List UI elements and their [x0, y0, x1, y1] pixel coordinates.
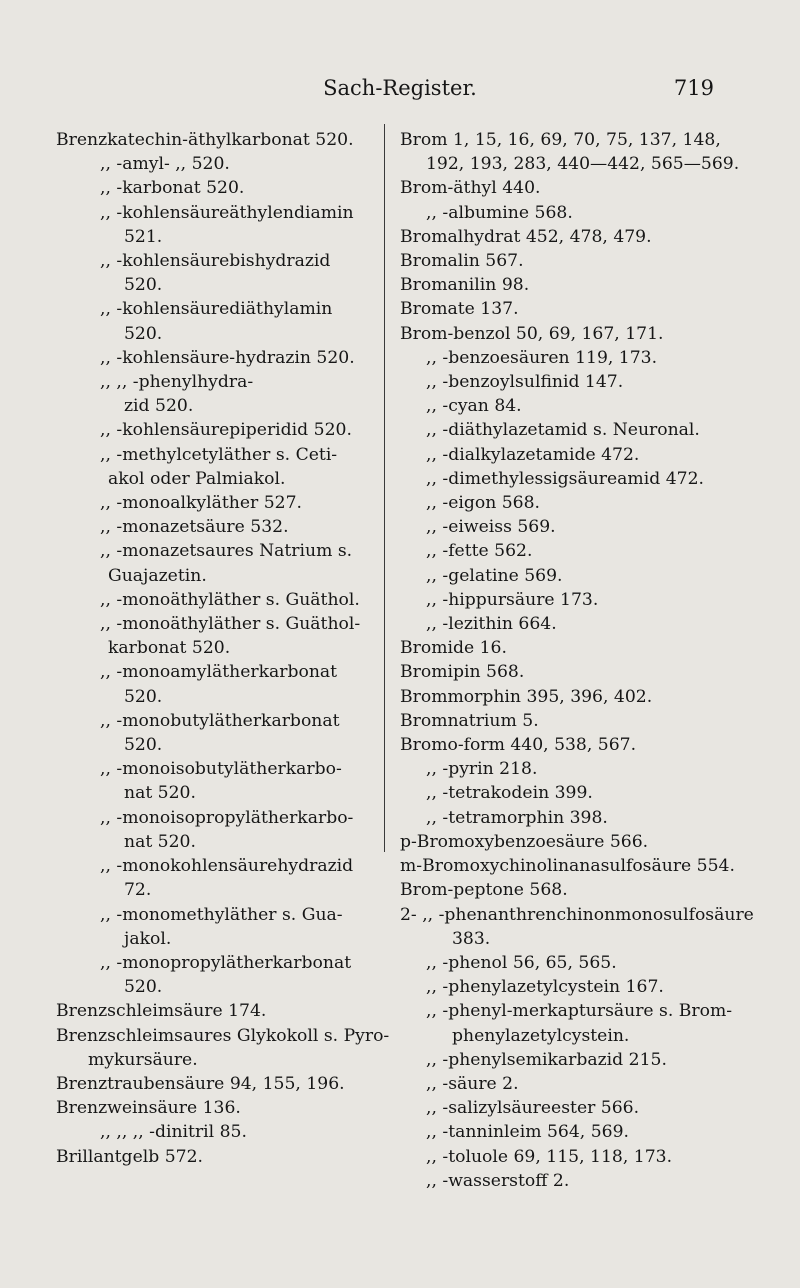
index-entry-line: Brenzweinsäure 136. — [56, 1098, 241, 1119]
index-entry-line: phenylazetylcystein. — [452, 1025, 630, 1046]
index-entry-line: Brom-äthyl 440. — [400, 178, 541, 199]
index-entry-line: ,, -monomethyläther s. Gua- — [100, 904, 343, 925]
index-entry-line: 521. — [124, 226, 163, 247]
index-entry-line: 2- ,, -phenanthrenchinonmonosulfosäure — [400, 904, 754, 925]
index-entry-line: Bromalhydrat 452, 478, 479. — [400, 226, 652, 247]
index-entry-line: ,, -phenol 56, 65, 565. — [426, 952, 617, 973]
index-entry-line: 72. — [124, 880, 152, 901]
index-entry-line: ,, -monobutylätherkarbonat — [100, 710, 340, 731]
index-entry-line: ,, -tetramorphin 398. — [426, 807, 608, 828]
index-entry-line: ,, ,, ,, -dinitril 85. — [100, 1122, 247, 1143]
index-entry-line: ,, -tetrakodein 399. — [426, 783, 593, 804]
index-entry-line: 520. — [124, 735, 163, 756]
index-entry-line: ,, -kohlensäure-hydrazin 520. — [100, 347, 355, 368]
index-entry-line: ,, -monoäthyläther s. Guäthol. — [100, 589, 360, 610]
right-column — [400, 128, 754, 1193]
index-entry-line: 520. — [124, 686, 163, 707]
left-column — [56, 128, 390, 1169]
index-entry-line: Bromipin 568. — [400, 662, 525, 683]
index-entry-line: ,, -monopropylätherkarbonat — [100, 952, 352, 973]
index-entry-line: zid 520. — [124, 396, 194, 417]
index-entry-line: ,, -amyl- ,, 520. — [100, 154, 230, 175]
index-entry-line: 520. — [124, 323, 163, 344]
index-entry-line: Bromalin 567. — [400, 251, 524, 272]
index-entry-line: ,, -phenyl-merkaptursäure s. Brom- — [426, 1001, 733, 1022]
index-entry-line: ,, -monoäthyläther s. Guäthol- — [100, 614, 361, 635]
index-entry-line: ,, -hippursäure 173. — [426, 589, 599, 610]
index-entry-line: karbonat 520. — [108, 638, 231, 659]
index-entry-line: ,, -methylcetyläther s. Ceti- — [100, 444, 338, 465]
index-entry-line: ,, -fette 562. — [426, 541, 533, 562]
index-entry-line: ,, -tanninleim 564, 569. — [426, 1122, 629, 1143]
index-entry-line: ,, -monazetsäure 532. — [100, 517, 289, 538]
index-entry-line: ,, ,, -phenylhydra- — [100, 372, 254, 393]
index-entry-line: Brom-benzol 50, 69, 167, 171. — [400, 323, 664, 344]
index-entry-line: ,, -kohlensäureäthylendiamin — [100, 202, 354, 223]
index-entry-line: nat 520. — [124, 831, 196, 852]
index-entry-line: ,, -toluole 69, 115, 118, 173. — [426, 1146, 673, 1167]
index-entry-line: ,, -phenylazetylcystein 167. — [426, 977, 664, 998]
index-entry-line: ,, -benzoylsulfinid 147. — [426, 372, 624, 393]
index-entry-line: Brommorphin 395, 396, 402. — [400, 686, 653, 707]
index-entry-line: Bromide 16. — [400, 638, 507, 659]
index-entry-line: Brenzschleimsaures Glykokoll s. Pyro- — [56, 1025, 390, 1046]
index-entry-line: Brenztraubensäure 94, 155, 196. — [56, 1073, 345, 1094]
index-entry-line: Brenzschleimsäure 174. — [56, 1001, 267, 1022]
index-entry-line: ,, -gelatine 569. — [426, 565, 563, 586]
index-entry-line: Bromo-form 440, 538, 567. — [400, 735, 637, 756]
index-entry-line: Brenzkatechin-äthylkarbonat 520. — [56, 130, 354, 150]
index-entry-line: Guajazetin. — [108, 565, 207, 586]
index-entry-line: ,, -kohlensäurediäthylamin — [100, 299, 333, 320]
index-entry-line: ,, -monoamylätherkarbonat — [100, 662, 338, 683]
index-entry-line: 520. — [124, 977, 163, 998]
index-entry-line: ,, -eiweiss 569. — [426, 517, 556, 538]
index-entry-line: jakol. — [124, 928, 172, 949]
index-entry-line: ,, -dialkylazetamide 472. — [426, 444, 640, 465]
index-entry-line: Bromate 137. — [400, 299, 519, 320]
index-entry-line: ,, -karbonat 520. — [100, 178, 245, 199]
index-entry-line: p-Bromoxybenzoesäure 566. — [400, 831, 649, 852]
index-entry-line: ,, -diäthylazetamid s. Neuronal. — [426, 420, 700, 441]
index-entry-line: ,, -albumine 568. — [426, 202, 573, 223]
index-entry-line: ,, -benzoesäuren 119, 173. — [426, 347, 658, 368]
index-entry-line: ,, -eigon 568. — [426, 493, 541, 514]
index-entry-line: ,, -phenylsemikarbazid 215. — [426, 1049, 667, 1070]
index-entry-line: ,, -wasserstoff 2. — [426, 1170, 570, 1191]
index-entry-line: ,, -dimethylessigsäureamid 472. — [426, 468, 704, 489]
index-entry-line: ,, -pyrin 218. — [426, 759, 538, 780]
index-entry-line: m-Bromoxychinolinanasulfosäure 554. — [400, 856, 735, 877]
index-entry-line: ,, -monoalkyläther 527. — [100, 493, 302, 514]
index-entry-line: akol oder Palmiakol. — [108, 468, 286, 489]
page-title: Sach-Register. — [323, 76, 477, 100]
index-entry-line: 383. — [452, 928, 491, 949]
index-entry-line: ,, -monoisobutylätherkarbo- — [100, 759, 342, 780]
index-entry-line: ,, -salizylsäureester 566. — [426, 1098, 640, 1119]
index-entry-line: Brom-peptone 568. — [400, 880, 568, 901]
index-entry-line: ,, -monoisopropylätherkarbo- — [100, 807, 354, 828]
index-entry-line: nat 520. — [124, 783, 196, 804]
index-entry-line: Brom 1, 15, 16, 69, 70, 75, 137, 148, — [400, 130, 721, 150]
index-entry-line: ,, -cyan 84. — [426, 396, 522, 417]
index-entry-line: ,, -säure 2. — [426, 1073, 519, 1094]
index-entry-line: ,, -kohlensäurebishydrazid — [100, 251, 331, 272]
index-entry-line: Bromnatrium 5. — [400, 710, 539, 731]
column-divider — [384, 124, 385, 852]
index-entry-line: ,, -kohlensäurepiperidid 520. — [100, 420, 352, 441]
index-entry-line: Bromanilin 98. — [400, 275, 530, 296]
index-entry-line: ,, -lezithin 664. — [426, 614, 557, 635]
index-entry-line: ,, -monazetsaures Natrium s. — [100, 541, 353, 562]
index-entry-line: 192, 193, 283, 440—442, 565—569. — [426, 154, 740, 175]
page-number: 719 — [673, 76, 714, 100]
index-entry-line: 520. — [124, 275, 163, 296]
index-entry-line: Brillantgelb 572. — [56, 1146, 203, 1167]
page-header — [0, 76, 800, 106]
index-entry-line: ,, -monokohlensäurehydrazid — [100, 856, 354, 877]
index-entry-line: mykursäure. — [88, 1049, 198, 1070]
